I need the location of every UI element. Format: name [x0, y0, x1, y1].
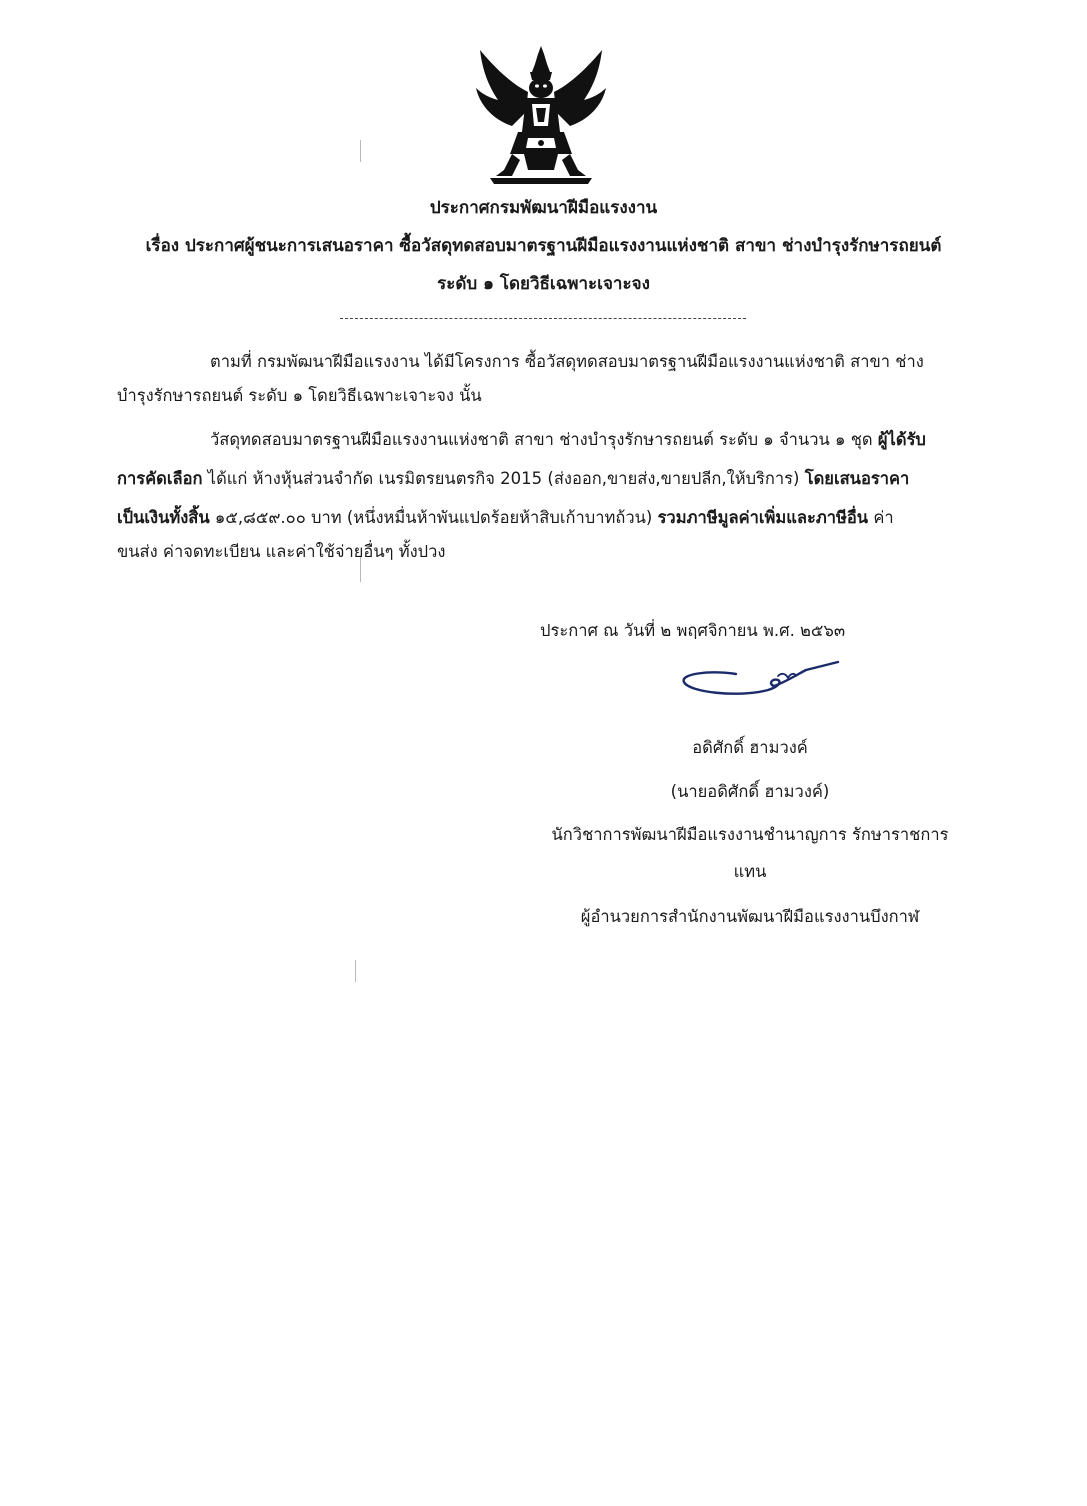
signatory-on-behalf: แทน	[733, 862, 767, 881]
signatory-name: อดิศักดิ์ ฮามวงค์	[692, 738, 808, 757]
signatory-office: ผู้อำนวยการสำนักงานพัฒนาฝีมือแรงงานบึงกาฬ	[580, 907, 920, 926]
paragraph-2-emphasis: รวมภาษีมูลค่าเพิ่มและภาษีอื่น	[657, 508, 869, 527]
paragraph-2-line-1	[210, 428, 926, 452]
paragraph-2-text: ๑๕,๘๕๙.๐๐ บาท (หนึ่งหมื่นห้าพันแปดร้อยห้าสิบเก้าบาทถ้วน)	[209, 508, 658, 527]
signatory-position: นักวิชาการพัฒนาฝีมือแรงงานชำนาญการ รักษาราชการ	[551, 825, 949, 844]
paragraph-2-emphasis: ผู้ได้รับ	[877, 430, 926, 449]
paragraph-2-emphasis: การคัดเลือก	[117, 469, 203, 488]
paragraph-2-text: ค่า	[868, 508, 894, 527]
paragraph-2-emphasis: เป็นเงินทั้งสิ้น	[117, 508, 210, 527]
handwritten-signature-icon	[678, 652, 848, 708]
paragraph-2-line-3	[117, 506, 894, 530]
announcement-date: ประกาศ ณ วันที่ ๒ พฤศจิกายน พ.ศ. ๒๕๖๓	[540, 621, 846, 640]
paragraph-1-line-1: ตามที่ กรมพัฒนาฝีมือแรงงาน ได้มีโครงการ ซื้อวัสดุทดสอบมาตรฐานฝีมือแรงงานแห่งชาติ สาขา ช่าง	[210, 352, 924, 371]
paragraph-2-line-4: ขนส่ง ค่าจดทะเบียน และค่าใช้จ่ายอื่นๆ ทั้งปวง	[117, 542, 446, 561]
paragraph-2-emphasis: โดยเสนอราคา	[804, 469, 910, 488]
paragraph-2-text: ได้แก่ ห้างหุ้นส่วนจำกัด เนรมิตรยนตรกิจ 2015 (ส่งออก,ขายส่ง,ขายปลีก,ให้บริการ)	[202, 469, 805, 488]
title-divider	[340, 318, 746, 319]
announcement-subject: เรื่อง ประกาศผู้ชนะการเสนอราคา ซื้อวัสดุทดสอบมาตรฐานฝีมือแรงงานแห่งชาติ สาขา ช่างบำรุงรักษารถยนต์	[145, 236, 942, 256]
signatory-full-name: (นายอดิศักดิ์ ฮามวงค์)	[670, 782, 830, 801]
paragraph-1-line-2: บำรุงรักษารถยนต์ ระดับ ๑ โดยวิธีเฉพาะเจาะจง นั้น	[117, 386, 482, 405]
scan-mark	[360, 140, 361, 162]
scan-mark	[355, 960, 356, 982]
paragraph-2-text: วัสดุทดสอบมาตรฐานฝีมือแรงงานแห่งชาติ สาขา ช่างบำรุงรักษารถยนต์ ระดับ ๑ จำนวน ๑ ชุด	[210, 430, 878, 449]
announcement-subject-continued: ระดับ ๑ โดยวิธีเฉพาะเจาะจง	[437, 274, 650, 294]
garuda-emblem-icon	[468, 42, 614, 188]
announcement-heading: ประกาศกรมพัฒนาฝีมือแรงงาน	[429, 198, 658, 218]
paragraph-2-line-2	[117, 467, 909, 491]
